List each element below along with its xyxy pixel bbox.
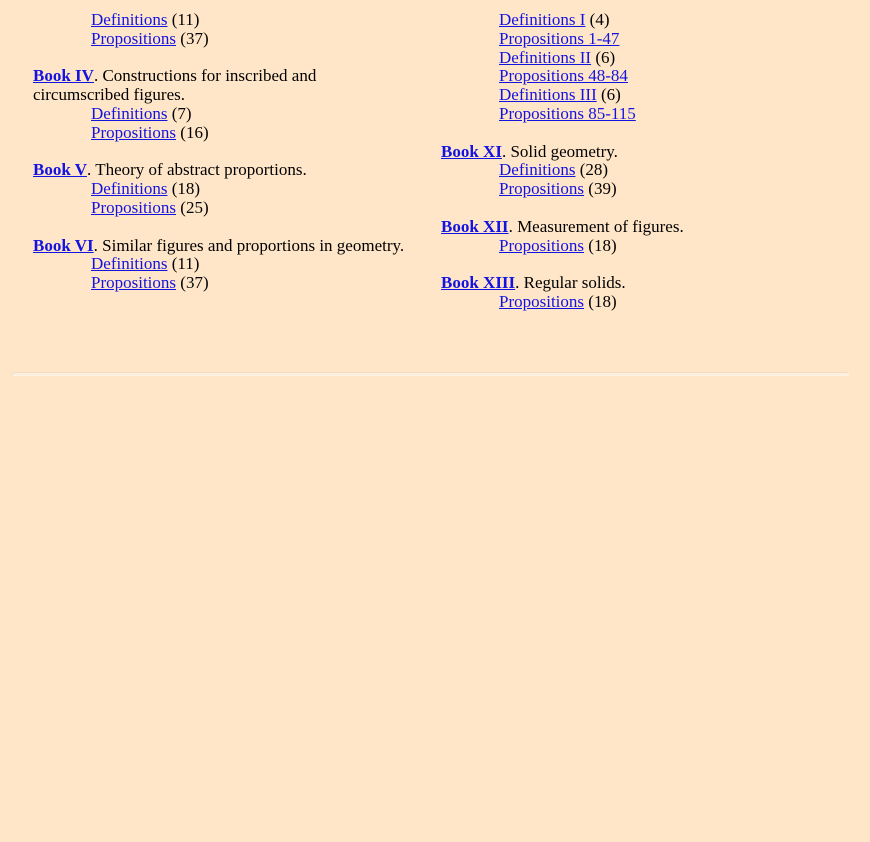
- definitions-ii-link[interactable]: Definitions II: [499, 47, 592, 67]
- book-xiii-link[interactable]: Book XIII: [441, 273, 516, 293]
- book-section: [441, 143, 841, 199]
- toc-entry: [499, 105, 841, 124]
- propositions-link[interactable]: Propositions: [499, 235, 585, 255]
- entry-list: [441, 161, 841, 199]
- toc-entry: [499, 180, 841, 199]
- book-iv-link[interactable]: Book IV: [33, 66, 94, 86]
- toc-entry: [499, 237, 841, 256]
- propositions-link[interactable]: Propositions: [91, 273, 177, 293]
- book-heading: [33, 237, 407, 256]
- book-description: . Measurement of figures.: [508, 216, 684, 236]
- definitions-i-link[interactable]: Definitions I: [499, 10, 586, 29]
- toc-entry: [499, 86, 841, 105]
- toc-entry: [499, 49, 841, 68]
- book-section: [441, 218, 841, 256]
- entry-count: (16): [176, 122, 209, 142]
- book-description: . Constructions for inscribed and circumscribed figures.: [33, 66, 317, 105]
- book-xi-link[interactable]: Book XI: [441, 141, 502, 161]
- entry-count: (4): [585, 10, 610, 29]
- book-description: . Similar figures and proportions in geometry.: [93, 235, 405, 255]
- toc-entry: [499, 293, 841, 312]
- toc-entry: [499, 30, 841, 49]
- book-description: . Solid geometry.: [501, 141, 618, 161]
- book-heading: [441, 143, 841, 162]
- toc-entry: [91, 30, 407, 49]
- entry-list: [33, 255, 407, 293]
- propositions-85-115-link[interactable]: Propositions 85-115: [499, 103, 636, 123]
- propositions-link[interactable]: Propositions: [91, 197, 177, 217]
- toc-entry: [499, 11, 841, 30]
- toc-entry: [91, 11, 407, 30]
- entry-count: (25): [176, 197, 209, 217]
- propositions-48-84-link[interactable]: Propositions 48-84: [499, 66, 628, 86]
- entry-count: (28): [575, 160, 609, 180]
- book-heading: [441, 274, 841, 293]
- entry-count: (11): [167, 10, 200, 29]
- entry-list: [33, 180, 407, 218]
- entry-list: [33, 11, 407, 49]
- definitions-link[interactable]: Definitions: [91, 10, 168, 29]
- entry-list: [441, 293, 841, 312]
- book-section: [441, 11, 841, 124]
- toc-entry: [499, 161, 841, 180]
- book-heading: [33, 161, 407, 180]
- toc-entry: [91, 124, 407, 143]
- entry-count: (18): [584, 235, 617, 255]
- definitions-link[interactable]: Definitions: [91, 179, 168, 199]
- entry-count: (11): [167, 254, 200, 274]
- entry-list: [33, 105, 407, 143]
- propositions-link[interactable]: Propositions: [499, 291, 585, 311]
- toc-entry: [91, 180, 407, 199]
- book-heading: [441, 218, 841, 237]
- propositions-link[interactable]: Propositions: [91, 28, 177, 48]
- toc-entry: [91, 274, 407, 293]
- toc-entry: [91, 255, 407, 274]
- book-section: [33, 11, 407, 49]
- book-section: [33, 67, 407, 142]
- book-heading: [33, 67, 407, 105]
- entry-count: (6): [596, 85, 621, 105]
- toc-entry: [91, 199, 407, 218]
- entry-list: [441, 237, 841, 256]
- entry-count: (39): [584, 179, 617, 199]
- definitions-iii-link[interactable]: Definitions III: [499, 85, 597, 105]
- book-section: [33, 237, 407, 293]
- table-of-contents: [0, 0, 870, 312]
- book-xii-link[interactable]: Book XII: [441, 216, 509, 236]
- entry-count: (37): [176, 28, 209, 48]
- book-v-link[interactable]: Book V: [33, 160, 88, 180]
- entry-count: (37): [176, 273, 209, 293]
- entry-list: [441, 11, 841, 124]
- toc-column-right: [441, 11, 841, 312]
- entry-count: (7): [167, 103, 192, 123]
- entry-count: (18): [167, 179, 201, 199]
- book-description: . Theory of abstract proportions.: [87, 160, 307, 180]
- book-section: [441, 274, 841, 312]
- propositions-link[interactable]: Propositions: [91, 122, 177, 142]
- toc-entry: [91, 105, 407, 124]
- toc-entry: [499, 67, 841, 86]
- definitions-link[interactable]: Definitions: [499, 160, 576, 180]
- book-section: [33, 161, 407, 217]
- book-vi-link[interactable]: Book VI: [33, 235, 94, 255]
- propositions-link[interactable]: Propositions: [499, 179, 585, 199]
- definitions-link[interactable]: Definitions: [91, 254, 168, 274]
- entry-count: (6): [591, 47, 616, 67]
- propositions-1-47-link[interactable]: Propositions 1-47: [499, 28, 620, 48]
- horizontal-divider: [12, 372, 849, 376]
- definitions-link[interactable]: Definitions: [91, 103, 168, 123]
- book-description: . Regular solids.: [515, 273, 626, 293]
- toc-column-left: [33, 11, 407, 312]
- entry-count: (18): [584, 291, 617, 311]
